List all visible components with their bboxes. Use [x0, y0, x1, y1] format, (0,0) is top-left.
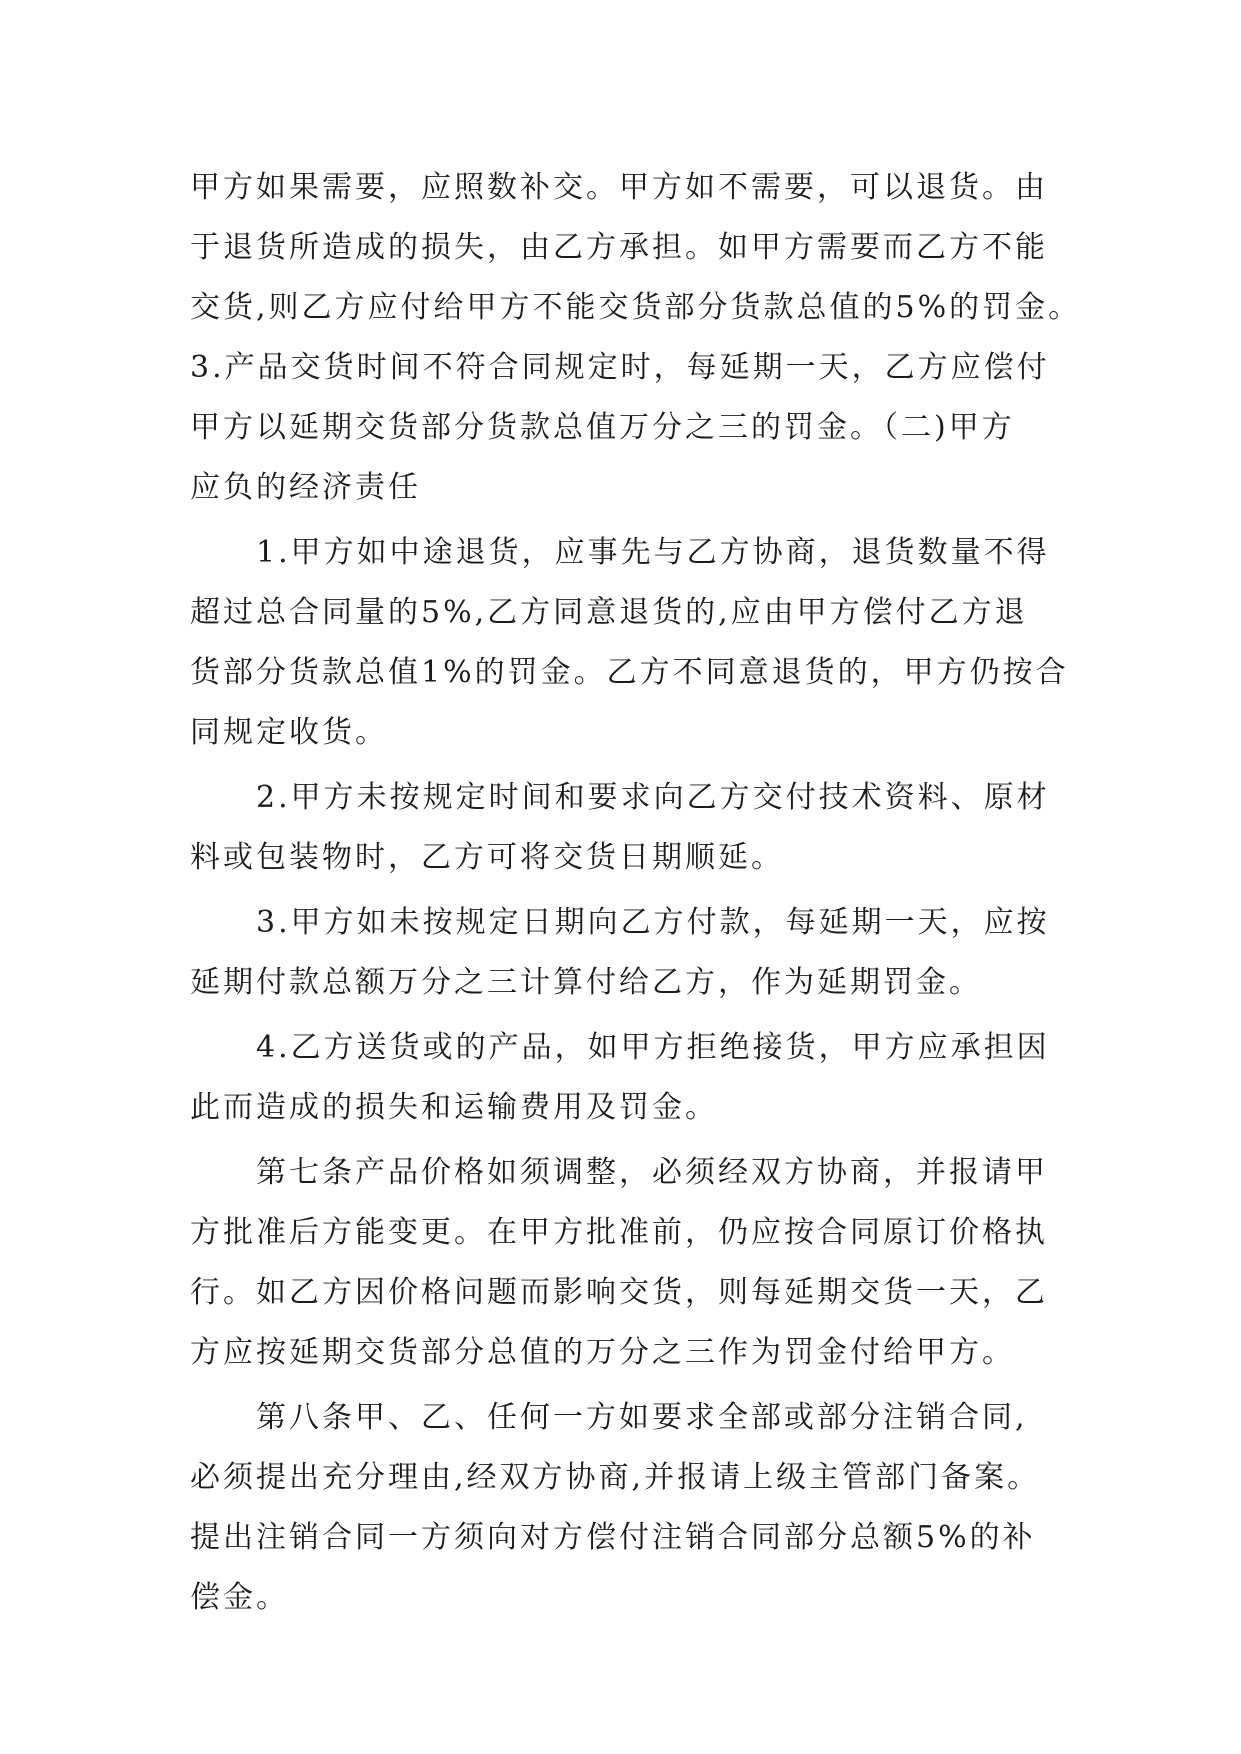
text-line: 甲方以延期交货部分货款总值万分之三的罚金。（二)甲方: [190, 410, 1015, 445]
text-line: 1.甲方如中途退货，应事先与乙方协商，退货数量不得: [256, 535, 1050, 570]
text-line: 超过总合同量的5%,乙方同意退货的,应由甲方偿付乙方退: [190, 595, 1028, 630]
text-line: 必须提出充分理由,经双方协商,并报请上级主管部门备案。: [190, 1460, 1041, 1495]
text-line: 3.甲方如未按规定日期向乙方付款，每延期一天，应按: [256, 905, 1050, 940]
text-line: 3.产品交货时间不符合同规定时，每延期一天，乙方应偿付: [190, 350, 1050, 385]
text-line: 行。如乙方因价格问题而影响交货，则每延期交货一天，乙: [190, 1275, 1048, 1310]
text-line: 第八条甲、乙、任何一方如要求全部或部分注销合同,: [256, 1400, 1028, 1435]
text-line: 同规定收货。: [190, 715, 388, 750]
text-line: 交货,则乙方应付给甲方不能交货部分货款总值的5%的罚金。: [190, 290, 1082, 325]
text-line: 货部分货款总值1%的罚金。乙方不同意退货的，甲方仍按合: [190, 655, 1069, 690]
document-body: [190, 158, 1090, 1628]
text-line: 方应按延期交货部分总值的万分之三作为罚金付给甲方。: [190, 1335, 1015, 1370]
text-line: 延期付款总额万分之三计算付给乙方，作为延期罚金。: [190, 965, 982, 1000]
text-line: 偿金。: [190, 1580, 289, 1615]
text-line: 于退货所造成的损失，由乙方承担。如甲方需要而乙方不能: [190, 230, 1048, 265]
text-line: 方批准后方能变更。在甲方批准前，仍应按合同原订价格执: [190, 1215, 1048, 1250]
text-line: 此而造成的损失和运输费用及罚金。: [190, 1090, 718, 1125]
text-line: 2.甲方未按规定时间和要求向乙方交付技术资料、原材: [256, 780, 1050, 815]
text-line: 甲方如果需要，应照数补交。甲方如不需要，可以退货。由: [190, 170, 1048, 205]
text-line: 应负的经济责任: [190, 470, 421, 505]
text-line: 第七条产品价格如须调整，必须经双方协商，并报请甲: [256, 1155, 1048, 1190]
text-line: 4.乙方送货或的产品，如甲方拒绝接货，甲方应承担因: [256, 1030, 1050, 1065]
text-line: 提出注销合同一方须向对方偿付注销合同部分总额5%的补: [190, 1520, 1036, 1555]
text-line: 料或包装物时，乙方可将交货日期顺延。: [190, 840, 784, 875]
